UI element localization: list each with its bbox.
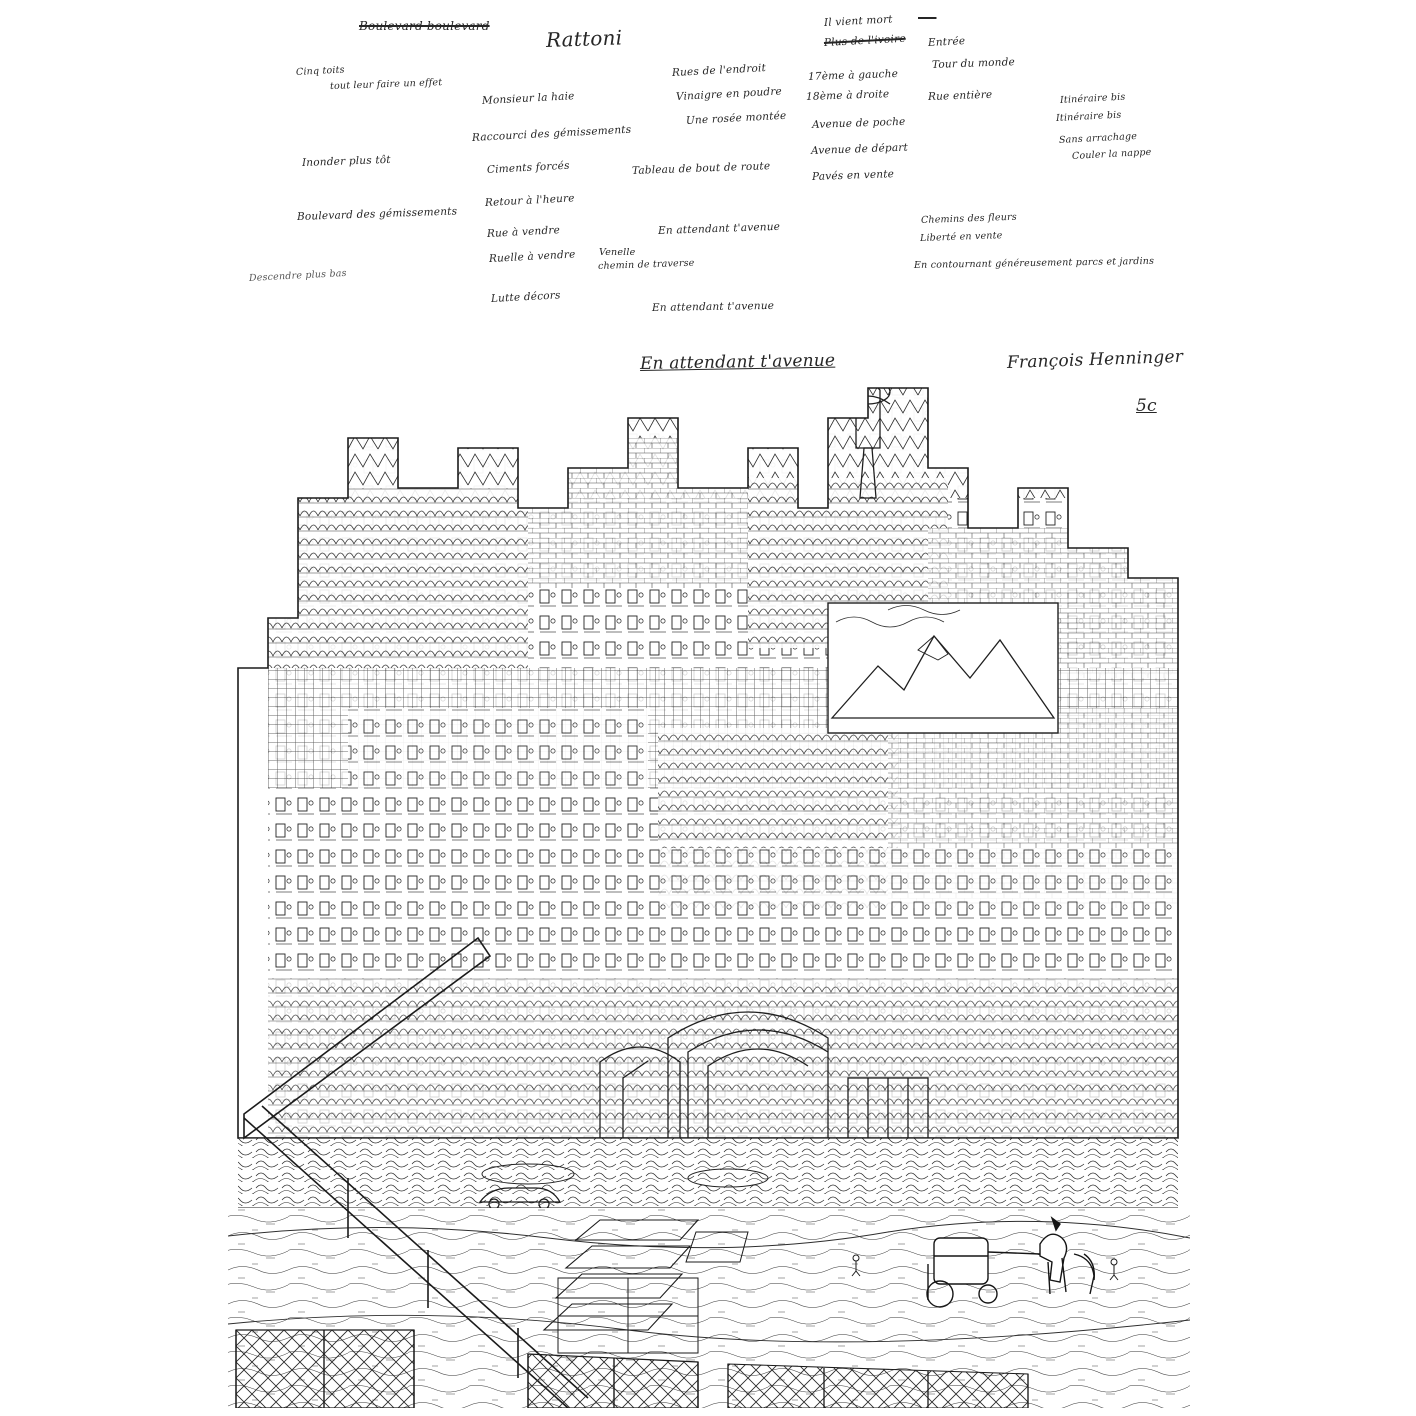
annotation-c2-4: Retour à l'heure xyxy=(484,192,575,209)
cityscape-svg xyxy=(228,378,1190,1408)
annotation-c2-3: Ciments forcés xyxy=(486,159,570,176)
annotation-c3-6: chemin de traverse xyxy=(597,257,695,272)
annotation-c3-2: Une rosée montée xyxy=(685,109,787,127)
chainlink-fence-left xyxy=(236,1330,414,1408)
annotation-c2-1: Monsieur la haie xyxy=(481,90,575,107)
annotation-c4-5: Avenue de départ xyxy=(810,141,909,157)
annotation-c5-5: En contournant généreusement parcs et jardins xyxy=(913,255,1155,271)
annotation-c3-5: Venelle xyxy=(599,247,636,258)
annotation-c5-4: Liberté en vente xyxy=(919,230,1003,244)
annotation-c2-2: Raccourci des gémissements xyxy=(471,123,632,144)
annotation-c3-3: Tableau de bout de route xyxy=(631,160,771,177)
annotation-c3-7: En attendant t'avenue xyxy=(651,299,775,314)
annotation-c5-strike xyxy=(918,12,936,24)
annotation-c1-1: Cinq toits xyxy=(295,64,345,78)
annotation-c1-4: Boulevard des gémissements xyxy=(296,205,458,223)
annotation-c2-5: Rue à vendre xyxy=(486,224,561,240)
artwork-title: En attendant t'avenue xyxy=(639,350,836,374)
annotation-c5-3: Chemins des fleurs xyxy=(920,211,1018,226)
annotation-c1-3: Inonder plus tôt xyxy=(301,153,391,169)
annotation-c3-4: En attendant t'avenue xyxy=(657,220,781,237)
annotation-c4-4: Avenue de poche xyxy=(811,115,906,131)
annotation-c3-0: Rues de l'endroit xyxy=(671,62,767,79)
annotation-c5-1: Tour du monde xyxy=(931,56,1016,71)
annotation-c6-1: Itinéraire bis xyxy=(1055,109,1122,124)
annotation-c4-0: Il vient mort xyxy=(823,13,893,29)
annotation-c4-3: 18ème à droite xyxy=(805,88,890,103)
annotation-c5-2: Rue entière xyxy=(927,88,993,103)
annotation-c1-2: tout leur faire un effet xyxy=(329,77,443,92)
annotation-c4-1: Plus de l'ivoire xyxy=(823,32,907,49)
cityscape-drawing xyxy=(228,378,1190,1408)
annotation-c5-0: Entrée xyxy=(927,35,966,49)
annotation-c6-2: Sans arrachage xyxy=(1058,130,1138,146)
annotation-c2-6: Ruelle à vendre xyxy=(488,248,576,265)
annotation-c4-6: Pavés en vente xyxy=(811,168,895,183)
annotation-c3-1: Vinaigre en poudre xyxy=(675,85,783,103)
mountain-vignette xyxy=(828,603,1058,733)
plaza xyxy=(238,1138,1178,1208)
annotation-c6-0: Itinéraire bis xyxy=(1059,91,1126,106)
annotation-c4-2: 17ème à gauche xyxy=(807,67,899,83)
annotation-c1-5: Descendre plus bas xyxy=(248,267,347,284)
artist-signature: François Henninger xyxy=(1006,346,1184,373)
plate-number: 5c xyxy=(1136,396,1157,416)
annotation-c2-0: Rattoni xyxy=(545,25,623,52)
city-mass xyxy=(228,378,1190,1158)
annotation-c1-0: Boulevard boulevard xyxy=(359,19,490,33)
annotation-c6-3: Couler la nappe xyxy=(1071,146,1152,162)
chainlink-fence-center xyxy=(528,1354,698,1408)
annotation-c2-7: Lutte décors xyxy=(490,289,561,305)
